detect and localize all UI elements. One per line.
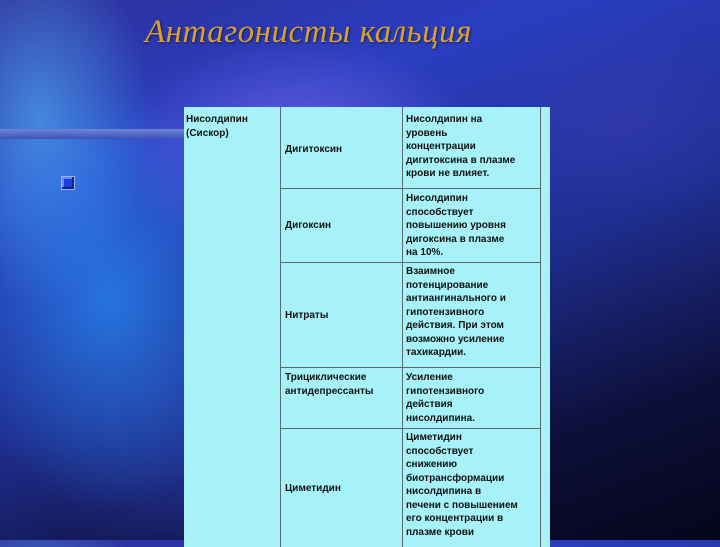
effect-cell: Нисолдипин способствует повышению уровня дигоксина в плазме на 10%. — [406, 193, 506, 258]
effect-cell: Усиление гипотензивного действия нисолдипина. — [406, 372, 485, 424]
row-divider — [280, 188, 540, 189]
row-divider — [280, 428, 540, 429]
agent-cell: Дигоксин — [285, 220, 332, 231]
row-divider — [280, 367, 540, 368]
bullet-icon — [61, 176, 75, 190]
column-divider — [540, 107, 541, 547]
agent-cell: Трициклические антидепрессанты — [285, 372, 374, 397]
column-divider — [402, 107, 403, 547]
agent-cell: Циметидин — [285, 483, 341, 494]
drug-name-cell: Нисолдипин (Сискор) — [186, 114, 248, 139]
agent-cell: Нитраты — [285, 310, 329, 321]
column-divider — [280, 107, 281, 547]
effect-cell: Взаимное потенцирование антиангинального и гипотензивного действия. При этом возможно усиление тахикардии. — [406, 266, 506, 358]
slide-title: Антагонисты кальция — [145, 14, 472, 50]
effect-cell: Нисолдипин на уровень концентрации дигитоксина в плазме крови не влияет. — [406, 114, 516, 179]
row-divider — [280, 262, 540, 263]
agent-cell: Дигитоксин — [285, 144, 343, 155]
decorative-bar — [0, 129, 186, 139]
interaction-table — [184, 107, 550, 547]
effect-cell: Циметидин способствует снижению биотрансформации нисолдипина в печени с повышением его концентрации в плазме крови — [406, 432, 518, 538]
